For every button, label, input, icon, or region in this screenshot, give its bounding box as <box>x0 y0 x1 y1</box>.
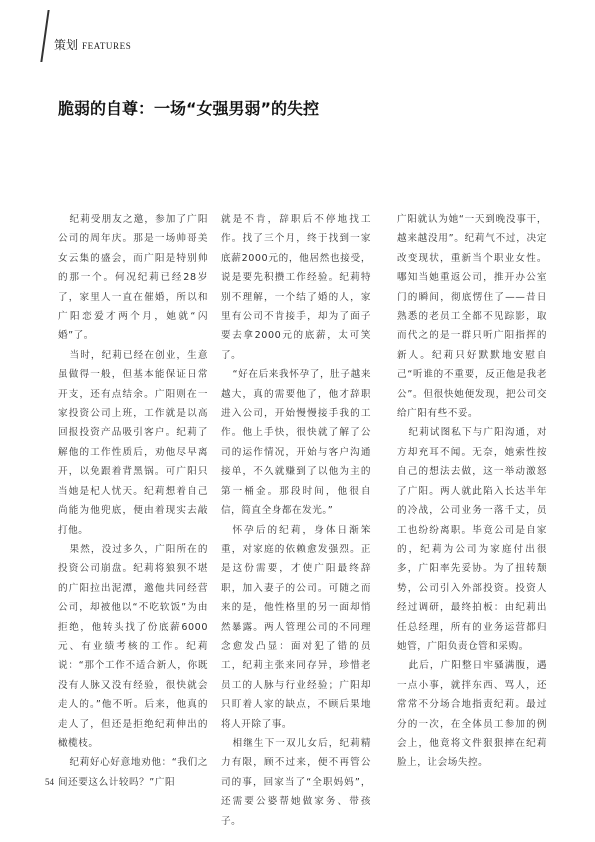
paragraph: 相继生下一双儿女后，纪莉精力有限，顾不过来，便不再管公司的事，回家当了“全职妈妈”，还需要公婆帮她做家务、带孩子。 <box>221 737 371 827</box>
paragraph: 怀孕后的纪莉，身体日渐笨重，对家庭的依赖愈发强烈。正是这份需要，才使广阳最终辞职，加入妻子的公司。可随之而来的是，他性格里的另一面却悄然暴露。两人管理公司的不同理念愈发凸显：面对犯了错的员工，纪莉主张来同存异，珍惜老员工的人脉与行业经验；广阳却只盯着人家的缺点，不顾后果地将人开除了事。 <box>221 524 371 730</box>
paragraph: 纪莉受朋友之邀，参加了广阳公司的周年庆。那是一场帅哥美女云集的盛会，而广阳是特别帅的那一个。何况纪莉已经28岁了，家里人一直在催婚，所以和广阳恋爱才两个月，她就“闪婚”了。 <box>58 214 208 342</box>
section-title-cn: 策划 <box>54 38 79 52</box>
section-title-en: FEATURES <box>82 41 132 51</box>
paragraph: 广阳就认为她“一天到晚没事干，越来越没用”。纪莉气不过，决定改变现状，重新当个职业女性。哪知当她重返公司，推开办公室门的瞬间，彻底愣住了——昔日熟悉的老员工全都不见踪影，取而代之的是一群只听广阳指挥的新人。纪莉只好默默地安慰自己“听谁的不重要，反正他是我老公”。但很快她便发现，把公司交给广阳有些不妥。 <box>397 214 547 420</box>
article-column-2 <box>221 210 371 831</box>
article-column-1 <box>58 210 208 792</box>
article-title: 脆弱的自尊：一场“女强男弱”的失控 <box>58 99 320 118</box>
paragraph: 就是不肯，辞职后不停地找工作。找了三个月，终于找到一家底薪2000元的，他居然也接受，说是要先积攒工作经验。纪莉特别不理解，一个结了婚的人，家里有公司不肯接手，却为了面子要去拿2000元的底薪，太可笑了。 <box>221 214 371 361</box>
article-column-3 <box>397 210 547 773</box>
header-accent-rule <box>40 10 49 62</box>
paragraph: “好在后来我怀孕了，肚子越来越大，真的需要他了，他才辞职进入公司，开始慢慢接手我的工作。他上手快，很快就了解了公司的运作情况，开始与客户沟通接单，不久就赚到了以他为主的第一桶金。那段时间，他很自信，简直全身都在发光。” <box>221 369 371 517</box>
section-header <box>54 36 131 53</box>
paragraph: 纪莉试图私下与广阳沟通，对方却充耳不闻。无奈，她索性按自己的想法去做，这一举动激怒了广阳。两人就此陷入长达半年的冷战，公司业务一落千丈，员工也纷纷离职。毕竟公司是自家的，纪莉为公司为家庭付出很多，广阳率先妥协。为了扭转颓势，公司引入外部投资。投资人经过调研，最终拍板：由纪莉出任总经理，所有的业务运营都归她管，广阳负责仓管和采购。 <box>397 427 547 652</box>
paragraph: 当时，纪莉已经在创业，生意虽做得一般，但基本能保证日常开支，还有点结余。广阳则在一家投资公司上班，工作就是以高回报投资产品吸引客户。纪莉了解他的工作性质后，劝他尽早离开，以免跟着背黑锅。可广阳只当她是杞人忧天。纪莉想着自己尚能为他兜底，便由着现实去敲打他。 <box>58 349 208 536</box>
paragraph: 此后，广阳整日牢骚满腹，遇一点小事，就拌东西、骂人，还常常不分场合地指责纪莉。最过分的一次，在全体员工参加的例会上，他竟将文件狠狠摔在纪莉脸上，让会场失控。 <box>397 660 547 769</box>
paragraph: 纪莉好心好意地劝他：“我们之间还要这么计较吗？”广阳 <box>58 757 208 788</box>
page-number: 54 <box>45 777 54 787</box>
paragraph: 果然，没过多久，广阳所在的投资公司崩盘。纪莉将狼狈不堪的广阳拉出泥潭，邀他共同经营公司，却被他以“不吃软饭”为由拒绝，他转头找了份底薪6000元、有业绩考核的工作。纪莉说：“那个工作不适合新人，你既没有人脉又没有经验，很快就会走人的。”他不听。后来，他真的走人了，但还是拒绝纪莉伸出的橄榄枝。 <box>58 543 208 749</box>
